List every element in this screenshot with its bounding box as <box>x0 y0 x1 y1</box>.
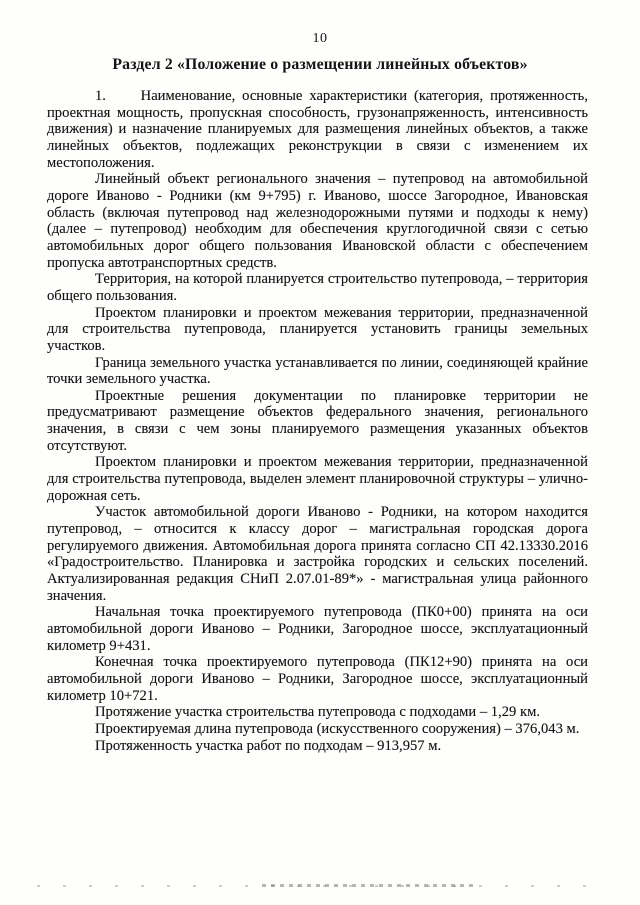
paragraph-approaches-length: Протяженность участка работ по подходам – 913,957 м. <box>95 737 442 754</box>
paragraph-territory: Территория, на которой планируется строительство путепровода, – территория общего пользования. <box>47 271 588 304</box>
paragraph-structure-length: Проектируемая длина путепровода (искусственного сооружения) – 376,043 м. <box>95 720 580 737</box>
paragraph-design-decisions: Проектные решения документации по планировке территории не предусматривают размещение объектов федерального значения, регионального значения, в связи с чем зоны планируемого размещения указанных объектов отсутствуют. <box>47 387 588 454</box>
paragraph-start-point: Начальная точка проектируемого путепровода (ПК0+00) принята на оси автомобильной дороги Иваново – Родники, Загородное шоссе, эксплуатационный километр 9+431. <box>47 604 588 654</box>
page-number: 10 <box>312 31 328 46</box>
document-body <box>47 88 588 754</box>
paragraph-planning-element: Проектом планировки и проектом межевания территории, предназначенной для строительства путепровода, выделен элемент планировочной структуры – улично-дорожная сеть. <box>47 454 588 504</box>
paragraph-linear-object: Линейный объект регионального значения – путепровод на автомобильной дороге Иваново - Родники (км 9+795) г. Иваново, шоссе Загородное, Ивановская область (включая путепровод над железнодорожными путями и подходы к нему) (далее – путепровод) необходим для обеспечения круглогодичной связи с сетью автомобильных дорог общего пользования Ивановской области с обеспечением пропуска автотранспортных средств. <box>47 171 588 271</box>
paragraph-end-point: Конечная точка проектируемого путепровода (ПК12+90) принята на оси автомобильной дороги Иваново – Родники, Загородное шоссе, эксплуатационный километр 10+721. <box>47 654 588 704</box>
paragraph-land-plot-borders: Проектом планировки и проектом межевания территории, предназначенной для строительства путепровода, планируется установить границы земельных участков. <box>47 304 588 354</box>
paragraph-road-class: Участок автомобильной дороги Иваново - Родники, на котором находится путепровод, – относится к классу дорог – магистральная городская дорога регулируемого движения. Автомобильная дорога принята согласно СП 42.13330.2016 «Градостроительство. Планировка и застройка городских и сельских поселений. Актуализированная редакция СНиП 2.07.01-89*» - магистральная улица районного значения. <box>47 504 588 604</box>
section-title: Раздел 2 «Положение о размещении линейных объектов» <box>112 56 528 73</box>
paragraph-construction-length: Протяжение участка строительства путепровода с подходами – 1,29 км. <box>95 704 540 721</box>
paragraph-border-line: Граница земельного участка устанавливается по линии, соединяющей крайние точки земельного участка. <box>47 354 588 388</box>
scan-artifact-line-center <box>262 884 477 887</box>
paragraph-naming-characteristics: 1. Наименование, основные характеристики (категория, протяженность, проектная мощность, пропускная способность, грузонапряженность, интенсивность движения) и назначение планируемых для размещения линейных объектов, а также линейных объектов, подлежащих реконструкции в связи с изменением их местоположения. <box>47 88 588 171</box>
